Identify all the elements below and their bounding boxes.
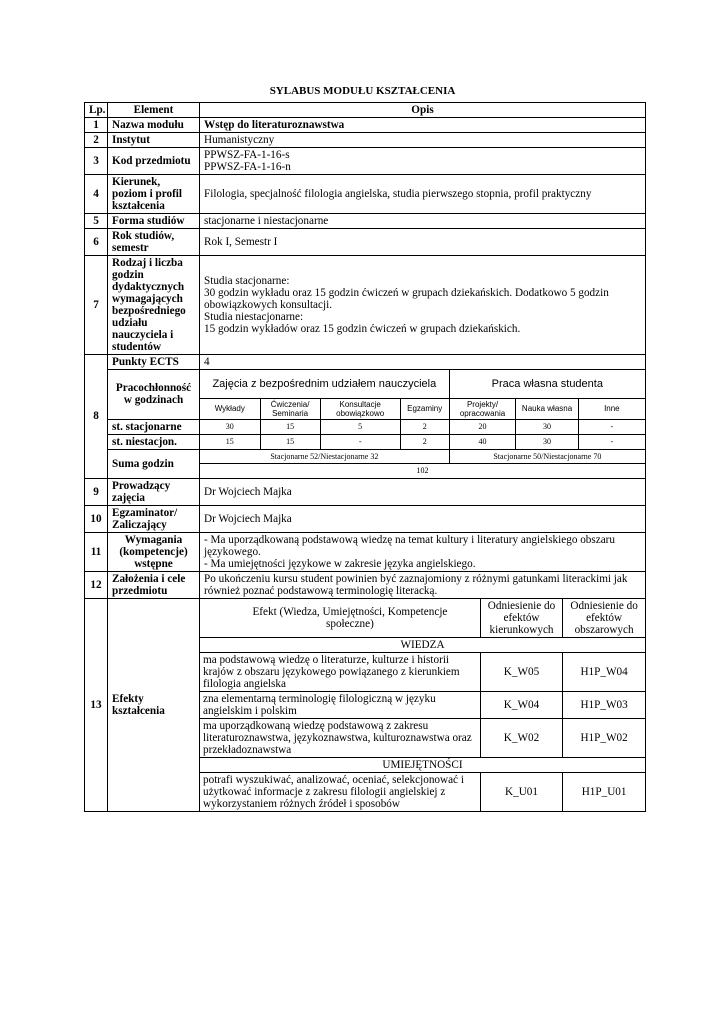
row-label: st. niestacjon. <box>108 434 200 449</box>
row-number: 2 <box>85 133 108 148</box>
row-number: 3 <box>85 148 108 175</box>
prerequisite-1: - Ma uporządkowaną podstawową wiedzę na temat kultury i literatury angielskiego obszaru językowego. <box>204 533 616 558</box>
row-label: Instytut <box>108 133 200 148</box>
row-label: st. stacjonarne <box>108 419 200 434</box>
course-code <box>200 148 646 175</box>
parttime-heading: Studia niestacjonarne: <box>204 311 304 323</box>
row-number: 4 <box>85 175 108 214</box>
value-cell: 5 <box>320 420 400 434</box>
fulltime-values <box>200 419 646 434</box>
row-label: Egzaminator/ Zaliczający <box>108 505 200 532</box>
header-lp: Lp. <box>85 103 108 118</box>
row-8-fulltime <box>85 419 646 434</box>
value-cell: 20 <box>449 420 516 434</box>
group-own: Praca własna studenta <box>449 370 645 398</box>
row-label: Rok studiów, semestr <box>108 229 200 256</box>
course-goals: Po ukończeniu kursu student powinien być zaznajomiony z różnymi gatunkami literackimi jak również poznać podstawową terminologię literacką. <box>200 571 646 598</box>
field-of-study: Filologia, specjalność filologia angielska, studia pierwszego stopnia, profil praktyczny <box>200 175 646 214</box>
col-projects: Projekty/ opracowania <box>449 398 516 419</box>
value-cell: - <box>320 435 400 449</box>
col-self-study: Nauka własna <box>516 398 578 419</box>
value-cell: - <box>578 420 645 434</box>
row-label: Założenia i cele przedmiotu <box>108 571 200 598</box>
value-cell: 40 <box>449 435 516 449</box>
row-label: Rodzaj i liczba godzin dydaktycznych wymagających bezpośredniego udziału nauczyciela i studentów <box>108 256 200 355</box>
value-cell: 30 <box>200 420 260 434</box>
row-8-sum <box>85 449 646 478</box>
fulltime-heading: Studia stacjonarne: <box>204 275 290 287</box>
row-label: Punkty ECTS <box>108 355 200 370</box>
sum-values <box>200 449 646 478</box>
row-9 <box>85 478 646 505</box>
row-label: Kierunek, poziom i profil kształcenia <box>108 175 200 214</box>
outcome-text: ma podstawową wiedzę o literaturze, kulturze i historii krajów z obszaru językowego powiązanego z kierunkiem filologia angielska <box>200 652 480 691</box>
value-cell: 30 <box>516 420 578 434</box>
row-number: 11 <box>85 532 108 571</box>
row-11 <box>85 532 646 571</box>
row-label: Wymagania (kompetencje) wstępne <box>108 532 200 571</box>
row-3 <box>85 148 646 175</box>
course-code-n: PPWSZ-FA-1-16-n <box>204 161 291 173</box>
row-1 <box>85 118 646 133</box>
row-label: Suma godzin <box>108 449 200 478</box>
teaching-hours <box>200 256 646 355</box>
fulltime-values-table <box>200 420 645 434</box>
outcome-area-code: H1P_W04 <box>563 652 645 691</box>
fulltime-hours: 30 godzin wykładu oraz 15 godzin ćwiczeń w grupach dziekańskich. Dodatkowo 5 godzin obowiązkowych konsultacji. <box>204 287 609 311</box>
row-label: Pracochłonność w godzinach <box>108 370 200 420</box>
row-label: Forma studiów <box>108 214 200 229</box>
row-label: Nazwa modułu <box>108 118 200 133</box>
outcome-directional-code: K_W02 <box>480 718 562 757</box>
sum-own: Stacjonarne 50/Niestacjonarne 70 <box>449 450 645 464</box>
row-number: 1 <box>85 118 108 133</box>
prerequisite-2: - Ma umiejętności językowe w zakresie języka angielskiego. <box>204 557 476 570</box>
col-seminars: Ćwiczenia/ Seminaria <box>260 398 320 419</box>
row-number: 5 <box>85 214 108 229</box>
value-cell: - <box>578 435 645 449</box>
lecturer: Dr Wojciech Majka <box>200 478 646 505</box>
parttime-values <box>200 434 646 449</box>
outcome-text: potrafi wyszukiwać, analizować, oceniać, selekcjonować i użytkować informacje z zakresu filologii angielskiej z wykorzystaniem różnych źródeł i sposobów <box>200 772 480 811</box>
row-label: Prowadzący zajęcia <box>108 478 200 505</box>
workload-header-table <box>200 370 645 419</box>
row-7 <box>85 256 646 355</box>
row-8-ects <box>85 355 646 370</box>
value-cell: 30 <box>516 435 578 449</box>
header-directional: Odniesienie do efektów kierunkowych <box>480 599 562 638</box>
header-effect: Efekt (Wiedza, Umiejętności, Kompetencje społeczne) <box>200 599 480 638</box>
outcome-area-code: H1P_W03 <box>563 691 645 718</box>
parttime-values-table <box>200 435 645 449</box>
row-number: 7 <box>85 256 108 355</box>
col-other: Inne <box>578 398 645 419</box>
row-10 <box>85 505 646 532</box>
outcome-text: zna elementarną terminologię filologiczną w języku angielskim i polskim <box>200 691 480 718</box>
ects-points: 4 <box>200 355 646 370</box>
col-consultations: Konsultacje obowiązkowo <box>320 398 400 419</box>
outcome-area-code: H1P_U01 <box>563 772 645 811</box>
learning-outcomes <box>200 598 646 811</box>
col-lectures: Wykłady <box>200 398 260 419</box>
outcome-text: ma uporządkowaną wiedzę podstawową z zakresu literaturoznawstwa, językoznawstwa, kulturoznawstwa oraz przekładoznawstwa <box>200 718 480 757</box>
row-6 <box>85 229 646 256</box>
institute: Humanistyczny <box>200 133 646 148</box>
header-row <box>85 103 646 118</box>
row-13 <box>85 598 646 811</box>
outcome-directional-code: K_U01 <box>480 772 562 811</box>
prerequisites <box>200 532 646 571</box>
sum-values-table <box>200 450 645 478</box>
year-semester: Rok I, Semestr I <box>200 229 646 256</box>
outcome-directional-code: K_W05 <box>480 652 562 691</box>
sum-direct: Stacjonarne 52/Niestacjonarne 32 <box>200 450 449 464</box>
group-direct: Zajęcia z bezpośrednim udziałem nauczyciela <box>200 370 449 398</box>
section-knowledge: WIEDZA <box>200 637 645 652</box>
row-number: 13 <box>85 598 108 811</box>
row-8-parttime <box>85 434 646 449</box>
course-code-s: PPWSZ-FA-1-16-s <box>204 149 290 161</box>
outcome-directional-code: K_W04 <box>480 691 562 718</box>
parttime-hours: 15 godzin wykładów oraz 15 godzin ćwiczeń w grupach dziekańskich. <box>204 323 521 335</box>
header-area: Odniesienie do efektów obszarowych <box>563 599 645 638</box>
value-cell: 2 <box>400 420 449 434</box>
syllabus-table <box>84 102 646 812</box>
row-5 <box>85 214 646 229</box>
header-element: Element <box>108 103 200 118</box>
module-name: Wstęp do literaturoznawstwa <box>200 118 646 133</box>
document-title: SYLABUS MODUŁU KSZTAŁCENIA <box>269 85 456 97</box>
study-form: stacjonarne i niestacjonarne <box>200 214 646 229</box>
value-cell: 2 <box>400 435 449 449</box>
sum-total: 102 <box>200 464 645 478</box>
row-2 <box>85 133 646 148</box>
row-number: 8 <box>85 355 108 479</box>
row-label: Efekty kształcenia <box>108 598 200 811</box>
col-exams: Egzaminy <box>400 398 449 419</box>
value-cell: 15 <box>200 435 260 449</box>
header-opis: Opis <box>200 103 646 118</box>
value-cell: 15 <box>260 435 320 449</box>
outcome-area-code: H1P_W02 <box>563 718 645 757</box>
value-cell: 15 <box>260 420 320 434</box>
row-12 <box>85 571 646 598</box>
workload-header <box>200 370 646 420</box>
examiner: Dr Wojciech Majka <box>200 505 646 532</box>
row-number: 9 <box>85 478 108 505</box>
row-number: 10 <box>85 505 108 532</box>
row-label: Kod przedmiotu <box>108 148 200 175</box>
section-skills: UMIEJĘTNOŚCI <box>200 757 645 772</box>
row-8-workload <box>85 370 646 420</box>
row-4 <box>85 175 646 214</box>
row-number: 12 <box>85 571 108 598</box>
learning-outcomes-table <box>200 599 645 811</box>
row-number: 6 <box>85 229 108 256</box>
